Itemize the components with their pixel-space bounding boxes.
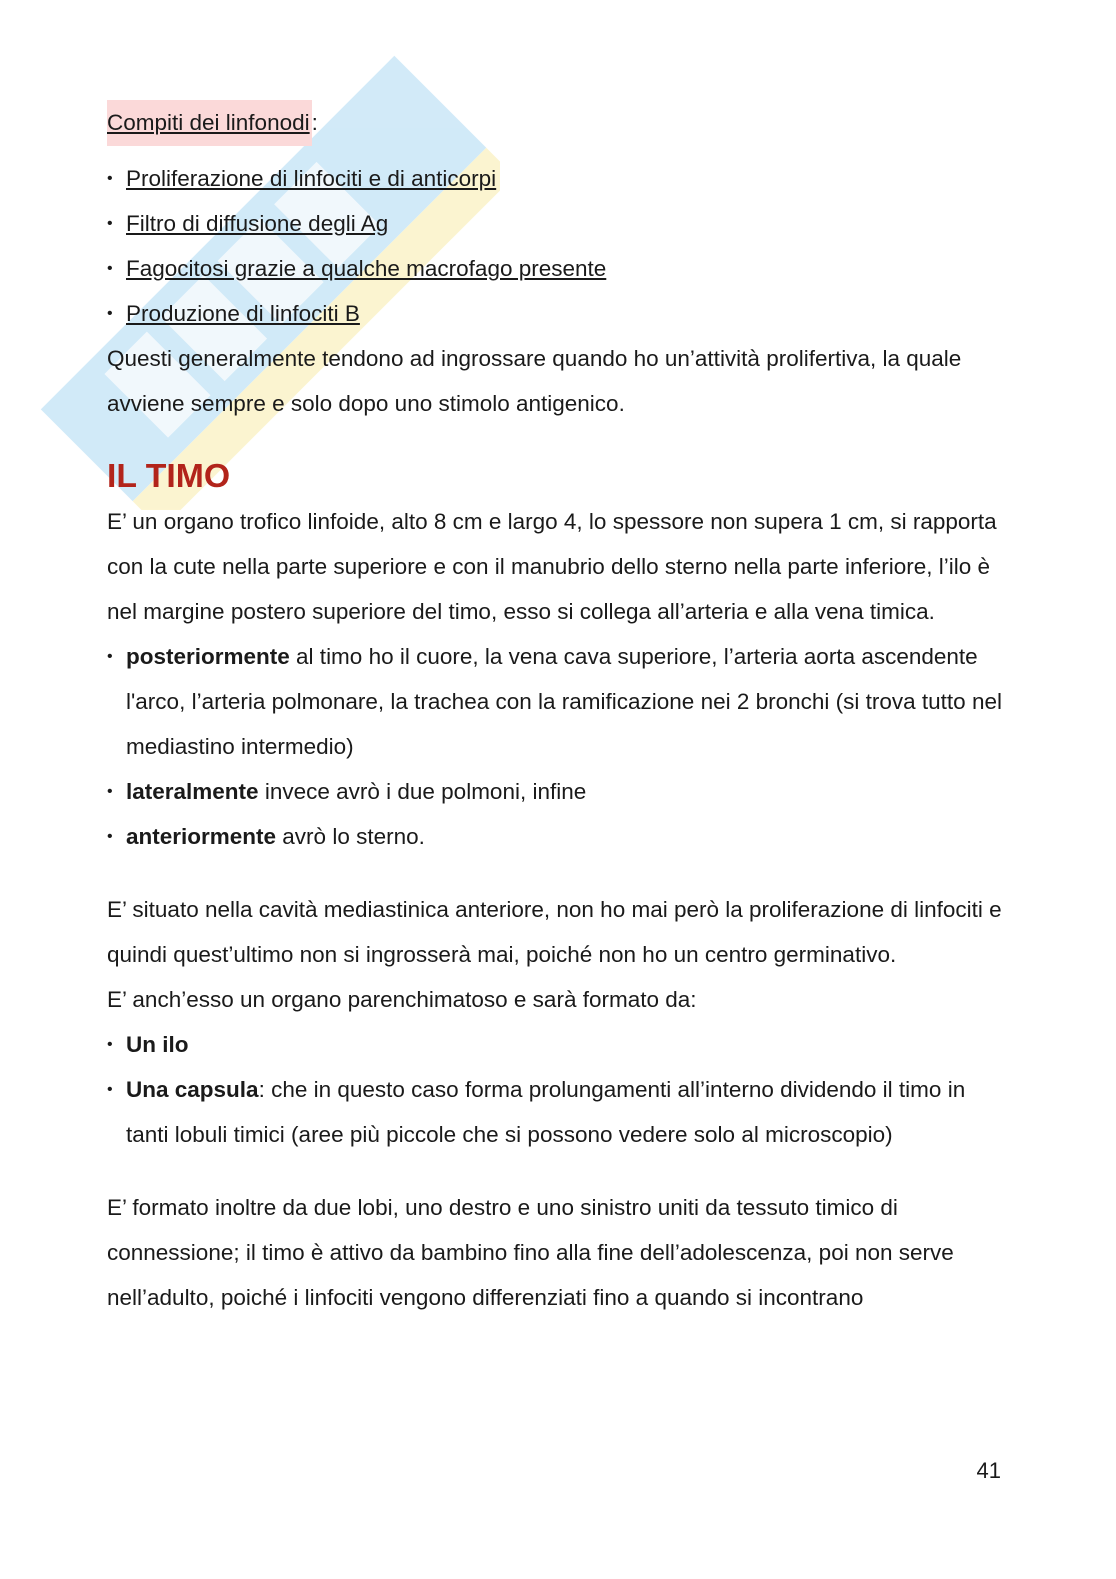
- document-page: [107, 100, 1007, 1320]
- relation-term: posteriormente: [126, 644, 290, 669]
- relation-term: lateralmente: [126, 779, 259, 804]
- paragraph-lymph-nodes: Questi generalmente tendono ad ingrossare quando ho un’attività prolifertiva, la quale avviene sempre e solo dopo uno stimolo antigenico.: [107, 346, 962, 416]
- paragraph-location: E’ situato nella cavità mediastinica anteriore, non ho mai però la proliferazione di linfociti e quindi quest’ultimo non si ingrosserà mai, poiché non ho un centro germinativo.: [107, 897, 1002, 967]
- list-item: [107, 769, 1007, 814]
- task-text: Proliferazione di linfociti e di anticorpi: [126, 166, 497, 191]
- relation-term: anteriormente: [126, 824, 277, 849]
- paragraph-lobes: E’ formato inoltre da due lobi, uno destro e uno sinistro uniti da tessuto timico di connessione; il timo è attivo da bambino fino alla fine dell’adolescenza, poi non serve nell’adulto, poiché i linfociti vengono differenziati fino a quando si incontrano: [107, 1195, 954, 1310]
- page-number: 41: [976, 1458, 1001, 1483]
- list-item: [107, 246, 1007, 291]
- paragraph-timo-intro: E’ un organo trofico linfoide, alto 8 cm e largo 4, lo spessore non supera 1 cm, si rapporta con la cute nella parte superiore e con il manubrio dello sterno nella parte inferiore, l’ilo è nel margine postero superiore del timo, esso si collega all’arteria e alla vena timica.: [107, 509, 997, 624]
- paragraph-composition-intro: E’ anch’esso un organo parenchimatoso e sarà formato da:: [107, 987, 697, 1012]
- task-text: Produzione di linfociti B: [126, 301, 360, 326]
- task-list: [107, 156, 1007, 336]
- list-item: [107, 291, 1007, 336]
- component-term: Una capsula: [126, 1077, 259, 1102]
- list-item: [107, 634, 1007, 769]
- relation-text: avrò lo sterno.: [276, 824, 425, 849]
- relations-list: [107, 634, 1007, 859]
- section-title-row: [107, 100, 1007, 146]
- list-item: [107, 814, 1007, 859]
- list-item: [107, 1067, 1007, 1157]
- heading-timo: IL TIMO: [107, 457, 231, 495]
- list-item: [107, 1022, 1007, 1067]
- section-title: Compiti dei linfonodi: [107, 100, 312, 146]
- task-text: Fagocitosi grazie a qualche macrofago presente: [126, 256, 607, 281]
- relation-text: invece avrò i due polmoni, infine: [258, 779, 587, 804]
- relation-text: al timo ho il cuore, la vena cava superiore, l’arteria aorta ascendente l'arco, l’arteria polmonare, la trachea con la ramificazione nei 2 bronchi (si trova tutto nel mediastino intermedio): [126, 644, 1002, 759]
- section-title-colon: :: [311, 110, 318, 135]
- list-item: [107, 201, 1007, 246]
- components-list: [107, 1022, 1007, 1157]
- component-text: : che in questo caso forma prolungamenti all’interno dividendo il timo in tanti lobuli timici (aree più piccole che si possono vedere solo al microscopio): [126, 1077, 966, 1147]
- component-term: Un ilo: [126, 1032, 189, 1057]
- list-item: [107, 156, 1007, 201]
- task-text: Filtro di diffusione degli Ag: [126, 211, 389, 236]
